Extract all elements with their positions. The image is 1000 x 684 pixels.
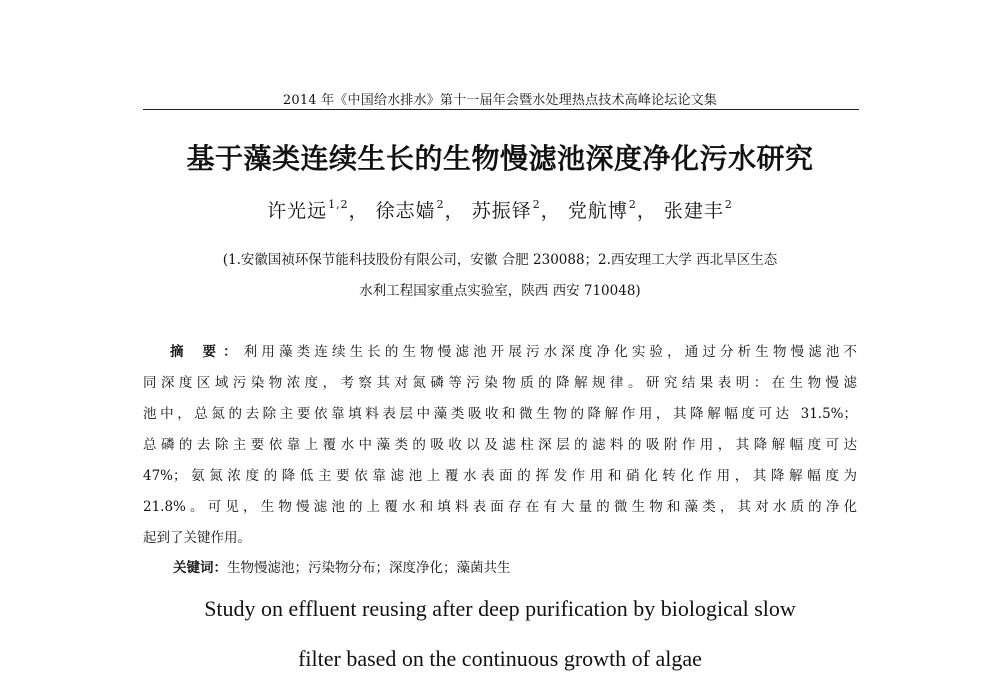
abstract-line: 47%；氨氮浓度的降低主要依靠滤池上覆水表面的挥发作用和硝化转化作用，其降解幅度为 bbox=[143, 468, 857, 484]
author: 徐志嫱$^2$， bbox=[375, 198, 465, 222]
header-rule bbox=[143, 109, 859, 110]
author: 党航博$^2$， bbox=[567, 198, 657, 222]
author: 许光远$^{1,2}$， bbox=[267, 198, 369, 222]
affiliation-line: 水利工程国家重点实验室，陕西 西安 710048) bbox=[359, 283, 641, 299]
running-head: 2014 年《中国给水排水》第十一届年会暨水处理热点技术高峰论坛论文集 bbox=[282, 93, 718, 108]
abstract-line: 总磷的去除主要依靠上覆水中藻类的吸收以及滤柱深层的滤料的吸附作用，其降解幅度可达 bbox=[143, 437, 857, 453]
keywords-line bbox=[173, 556, 511, 576]
keywords-text: 生物慢滤池；污染物分布；深度净化；藻菌共生 bbox=[227, 560, 511, 576]
author-list bbox=[0, 196, 1000, 223]
abstract-line: 池中，总氮的去除主要依靠填料表层中藻类吸收和微生物的降解作用，其降解幅度可达 31.5%； bbox=[143, 406, 857, 422]
abstract-label: 摘 要： bbox=[170, 344, 244, 360]
english-title-line: filter based on the continuous growth of algae bbox=[298, 646, 702, 671]
abstract-line: 摘 要：利用藻类连续生长的生物慢滤池开展污水深度净化实验，通过分析生物慢滤池不 bbox=[170, 344, 858, 360]
abstract-line: 起到了关键作用。 bbox=[143, 530, 251, 546]
english-title-line: Study on effluent reusing after deep purification by biological slow bbox=[204, 596, 796, 621]
author: 张建丰$^2$ bbox=[663, 198, 733, 222]
abstract-line: 21.8%。可见，生物慢滤池的上覆水和填料表面存在有大量的微生物和藻类，其对水质的净化 bbox=[143, 499, 857, 515]
author: 苏振铎$^2$， bbox=[471, 198, 561, 222]
abstract-line: 同深度区域污染物浓度，考察其对氮磷等污染物质的降解规律。研究结果表明：在生物慢滤 bbox=[143, 375, 857, 391]
keywords-label: 关键词： bbox=[173, 560, 227, 576]
paper-title: 基于藻类连续生长的生物慢滤池深度净化污水研究 bbox=[186, 142, 814, 175]
affiliation-line: (1.安徽国祯环保节能科技股份有限公司，安徽 合肥 230088；2.西安理工大学 西北旱区生态 bbox=[222, 252, 778, 268]
